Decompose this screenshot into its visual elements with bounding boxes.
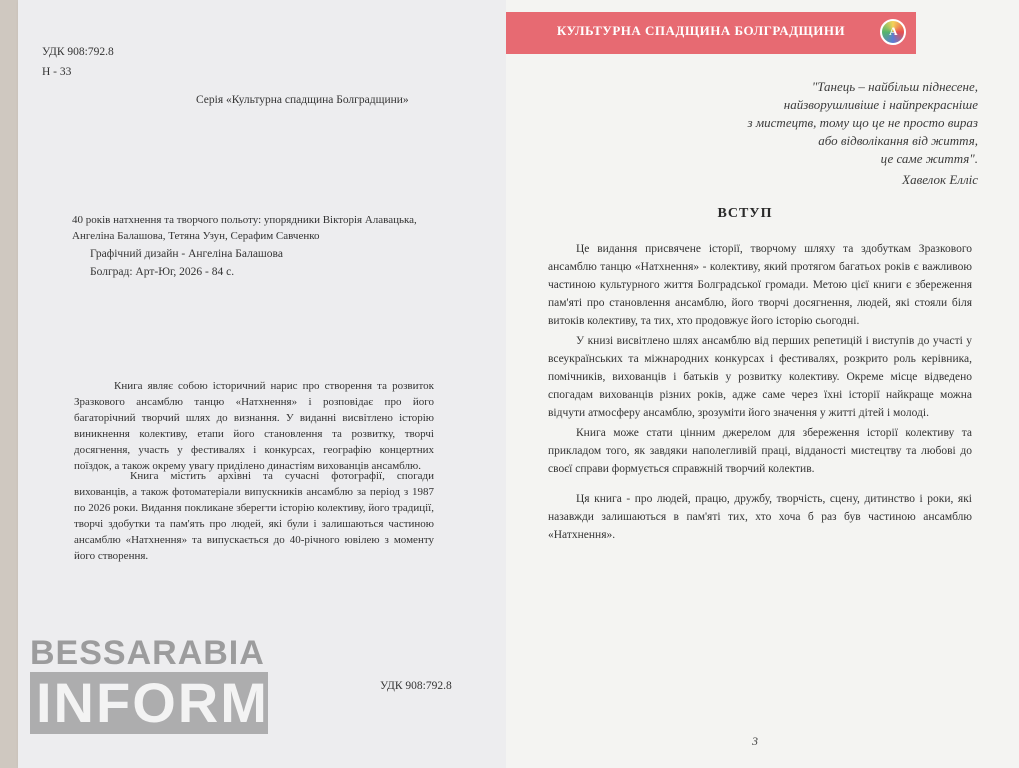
emblem-icon — [880, 19, 906, 45]
intro-paragraph-3: Книга може стати цінним джерелом для збереження історії колективу та прикладом того, як завдяки наполегливій праці, відданості мистецтву та любові до своєї справи формується справжній творчий колектив. — [548, 427, 972, 475]
quote-author: Хавелок Елліс — [902, 172, 978, 187]
quote-line: це саме життя". — [880, 151, 978, 166]
series-title: Серія «Культурна спадщина Болградщини» — [196, 94, 409, 106]
intro-paragraph-2: У книзі висвітлено шлях ансамблю від перших репетицій і виступів до участі у всеукраїнських та міжнародних конкурсах і фестивалях, розкрито роль керівника, помічників, вихованців і батьків у розвитку колективу. Окреме місце відведено спогадам вихованців різних років, адже саме через їхні історії найкраще можна відчути атмосферу ансамблю, зрозуміти його значення у житті дітей і молоді. — [548, 335, 972, 419]
quote-line: "Танець – найбільш піднесене, — [811, 79, 978, 94]
watermark-bottom: INFORM — [30, 672, 268, 734]
udk-code-bottom: УДК 908:792.8 — [380, 680, 452, 692]
graphic-design-credit: Графічний дизайн - Ангеліна Балашова — [90, 248, 283, 260]
watermark-top: BESSARABIA — [30, 634, 265, 672]
quote-line: з мистецтв, тому що це не просто вираз — [747, 115, 978, 130]
emblem-letter: А — [889, 24, 898, 38]
banner-title: КУЛЬТУРНА СПАДЩИНА БОЛГРАДЩИНИ — [556, 23, 846, 38]
book-title-compilers: 40 років натхнення та творчого польоту: упорядники Вікторія Алавацька, Ангеліна Балашова, Тетяна Узун, Серафим Савченко — [72, 214, 417, 242]
page-number: 3 — [752, 734, 758, 748]
annotation-paragraph-2: Книга містить архівні та сучасні фотографії, спогади вихованців, а також фотоматеріали випускників ансамблю за період з 1987 по 2026 роки. Видання покликане зберегти історію колективу, його традиції, творчі здобутки та пам'ять про людей, які були і залишаються частиною ансамблю «Натхнення» та випускається до 40-річного ювілею з моменту його створення. — [74, 470, 434, 562]
quote-line: найзворушливіше і найпрекрасніше — [783, 97, 978, 112]
intro-paragraph-4: Ця книга - про людей, працю, дружбу, творчість, сцену, дитинство і роки, які назавжди залишаються в пам'яті тих, хто хоча б раз був частиною ансамблю «Натхнення». — [548, 493, 972, 541]
quote-line: або відволікання від життя, — [818, 133, 978, 148]
series-banner — [506, 12, 916, 54]
imprint: Болград: Арт-Юг, 2026 - 84 с. — [90, 266, 235, 278]
intro-paragraph-1: Це видання присвячене історії, творчому шляху та здобуткам Зразкового ансамблю танцю «Натхнення» - колективу, який протягом багатьох років є важливою частиною культурного життя Болградської громади. Метою цієї книги є збереження пам'яті про становлення ансамблю, його творчі досягнення, людей, які стояли біля витоків колективу, та тих, хто продовжує його історію сьогодні. — [548, 243, 972, 327]
section-heading: ВСТУП — [717, 206, 773, 221]
watermark-logo — [30, 634, 268, 734]
epigraph-quote — [700, 78, 978, 168]
author-mark: Н - 33 — [42, 66, 72, 78]
udk-code-top: УДК 908:792.8 — [42, 46, 114, 58]
annotation-paragraph-1: Книга являє собою історичний нарис про створення та розвиток Зразкового ансамблю танцю «Натхнення» і розповідає про його багаторічний творчий шлях до визнання. У виданні висвітлено історію виникнення колективу, етапи його становлення та розвитку, творчі досягнення, участь у фестивалях і конкурсах, географію концертних поїздок, а також окрему увагу приділено династіям вихованців ансамблю. — [74, 380, 434, 472]
